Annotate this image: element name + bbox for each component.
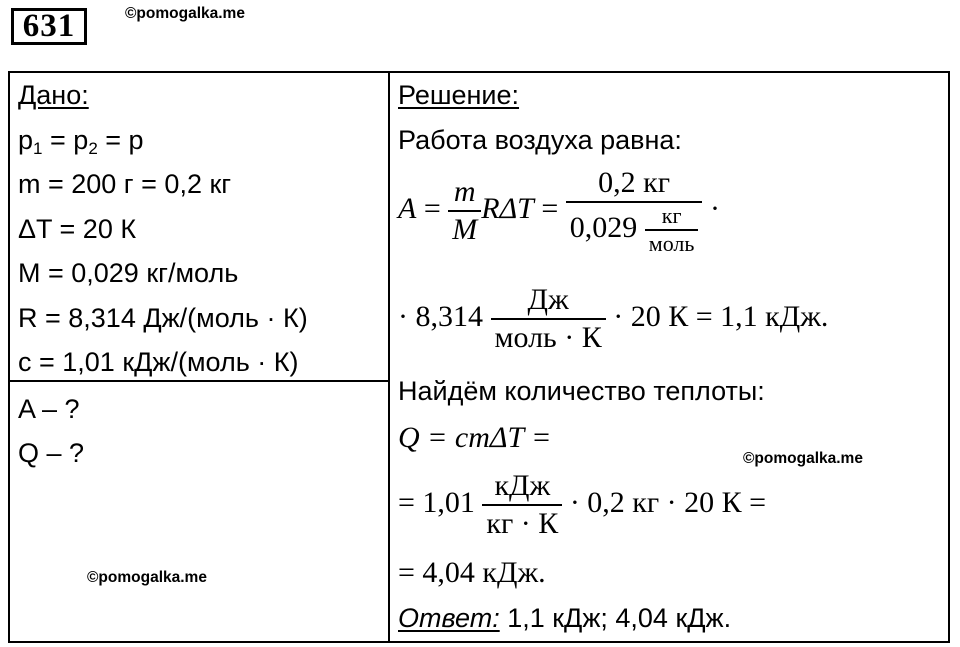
problem-table: [8, 71, 950, 643]
answer-text: 1,1 кДж; 4,04 кДж.: [499, 603, 732, 633]
heat-result: = 4,04 кДж.: [398, 556, 546, 589]
given-heat-capacity: c = 1,01 кДж/(моль · К): [18, 347, 299, 377]
column-divider: [388, 73, 390, 641]
heat-calculation: = 1,01 $\frac{\text{кДж}}{кг \cdot К}$ · 0,2 кг · 20 К =: [398, 469, 767, 540]
given-mass: m = 200 г = 0,2 кг: [18, 169, 232, 199]
kg-per-mol-fraction: $\frac{кг}{\text{моль}}$: [645, 203, 699, 257]
solution-title: Решение:: [398, 80, 520, 110]
heat-formula: Q = cmΔT =: [398, 421, 552, 454]
kj-per-kg-kelvin-fraction: $\frac{\text{кДж}}{кг \cdot К}$: [482, 468, 562, 542]
watermark-top: ©pomogalka.me: [125, 5, 245, 22]
heat-intro: Найдём количество теплоты:: [398, 376, 765, 406]
find-work: A – ?: [18, 394, 80, 424]
joule-per-mol-kelvin-fraction: $\frac{Дж}{\text{моль · К}}$: [491, 282, 606, 356]
given-temperature: ΔT = 20 К: [18, 214, 137, 244]
m-over-M-fraction: $\frac{m}{M}$: [448, 174, 481, 248]
work-intro: Работа воздуха равна:: [398, 125, 682, 155]
answer-label: Ответ:: [398, 603, 500, 633]
given-find-divider: [10, 380, 388, 382]
given-title: Дано:: [18, 80, 89, 110]
work-result: · 8,314 $\frac{Дж}{\text{моль · К}}$ · 20 К = 1,1 кДж.: [398, 283, 829, 354]
given-molar-mass: M = 0,029 кг/моль: [18, 258, 239, 288]
given-gas-constant: R = 8,314 Дж/(моль · К): [18, 303, 308, 333]
mass-over-molar-fraction: 0,2 кг 0,029 $\frac{кг}{\text{моль}}$: [566, 165, 703, 257]
find-heat: Q – ?: [18, 438, 85, 468]
work-formula: A = $\frac{m}{M}$ RΔT = 0,2 кг 0,029 $\frac{кг}{\text{моль}}$ ·: [398, 166, 720, 256]
answer-line: [398, 602, 731, 634]
given-pressure-line: $p_1 = p_2 = p$: [18, 125, 144, 158]
watermark-right: ©pomogalka.me: [743, 450, 863, 467]
watermark-bottom-left: ©pomogalka.me: [87, 569, 207, 586]
problem-number: 631: [11, 8, 87, 45]
